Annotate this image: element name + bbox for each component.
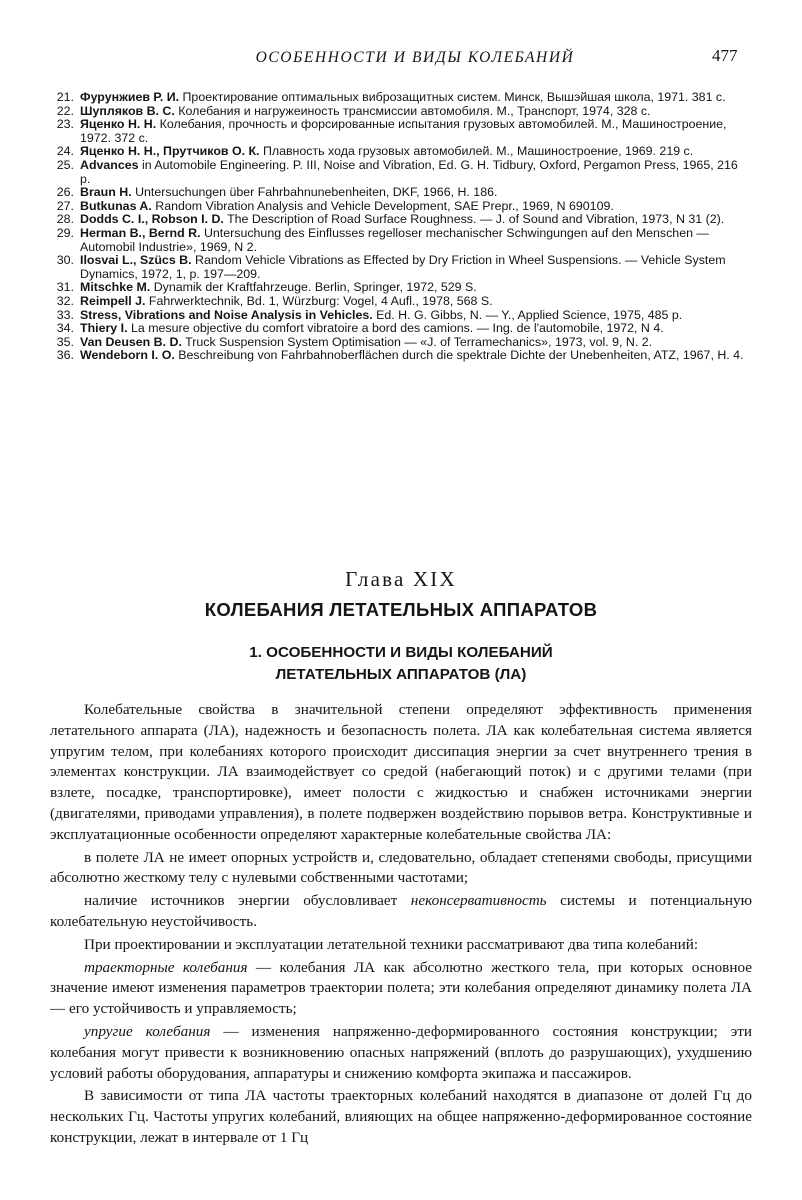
reference-number: 23. [56, 117, 74, 132]
reference-number: 28. [56, 212, 74, 227]
reference-authors: Thiery I. [80, 321, 128, 336]
reference-authors: Butkunas A. [80, 198, 152, 213]
paragraph: Колебательные свойства в значительной степени определяют эффективность применения летательного аппарата (ЛА), надежность и безопасность полета. ЛА как колебательная система является упругим телом, при колебаниях которого происходит диссипация энергии за счет внутреннего трения в элементах конструкции. ЛА взаимодействует со средой (набегающий поток) и с другими телами (при взлете, посадке, транспортировке), имеет полости с жидкостью и снабжен источниками энергии (двигателями, приводами управления), в полете подвержен воздействию порывов ветра. Конструктивные и эксплуатационные особенности определяют характерные колебательные свойства ЛА: [50, 701, 752, 843]
reference-item [50, 91, 750, 105]
reference-number: 33. [56, 307, 74, 322]
chapter-label: Глава XIX [345, 567, 457, 591]
body-text [50, 700, 752, 1149]
reference-text: La mesure objective du comfort vibratoire a bord des camions. — Ing. de l'automobile, 1972, N 4. [130, 321, 664, 336]
reference-authors: Шупляков В. С. [80, 103, 175, 118]
reference-text: Dynamik der Kraftfahrzeuge. Berlin, Springer, 1972, 529 S. [153, 280, 477, 295]
paragraph: При проектировании и эксплуатации летательной техники рассматривают два типа колебаний: [84, 935, 699, 953]
page-number: 477 [712, 46, 738, 65]
italic-term: неконсервативность [410, 892, 547, 910]
paragraph [50, 958, 752, 1020]
reference-authors: Braun H. [80, 185, 132, 200]
reference-authors: Ilosvai L., Szücs B. [80, 253, 192, 268]
reference-item [50, 295, 750, 309]
reference-text: The Description of Road Surface Roughness. — J. of Sound and Vibration, 1973, N 31 (2). [227, 212, 725, 227]
reference-item [50, 254, 750, 281]
reference-number: 30. [56, 253, 74, 268]
reference-authors: Advances [80, 157, 139, 172]
reference-item [50, 336, 750, 350]
reference-item [50, 105, 750, 119]
paragraph [50, 1022, 752, 1084]
reference-number: 26. [56, 185, 74, 200]
reference-item [50, 322, 750, 336]
reference-text: Проектирование оптимальных виброзащитных систем. Минск, Вышэйшая школа, 1971. 381 с. [182, 90, 726, 104]
text-run: наличие источников энергии обусловливает [84, 892, 411, 910]
reference-number: 24. [56, 144, 74, 159]
reference-item [50, 145, 750, 159]
reference-text: Колебания, прочность и форсированные испытания грузовых автомобилей. М., Машиностроение, 1972. 372 с. [80, 117, 727, 145]
reference-number: 21. [56, 90, 74, 104]
reference-item [50, 118, 750, 145]
section-title [0, 642, 802, 686]
reference-item [50, 227, 750, 254]
reference-number: 36. [56, 348, 74, 363]
paragraph: В зависимости от типа ЛА частоты траекторных колебаний находятся в диапазоне от долей Гц до нескольких Гц. Частоты упругих колебаний, влияющих на общее напряженно-деформированное состояние конструкции, лежат в интервале от 1 Гц [50, 1087, 752, 1146]
paragraph: в полете ЛА не имеет опорных устройств и, следовательно, обладает степенями свободы, присущими абсолютно жесткому телу с нулевыми собственными частотами; [50, 848, 752, 887]
reference-text: Random Vehicle Vibrations as Effected by Dry Friction in Wheel Suspensions. — Vehicle System Dynamics, 1972, 1, p. 197—209. [80, 253, 726, 281]
reference-item [50, 213, 750, 227]
section-title-line: 1. ОСОБЕННОСТИ И ВИДЫ КОЛЕБАНИЙ [249, 644, 553, 661]
reference-authors: Фурунжиев Р. И. [80, 90, 180, 104]
reference-number: 31. [56, 280, 74, 295]
reference-item [50, 309, 750, 323]
reference-text: Random Vibration Analysis and Vehicle Development, SAE Prepr., 1969, N 690109. [155, 198, 614, 213]
reference-text: Truck Suspension System Optimisation — «J. of Terramechanics», 1973, vol. 9, N. 2. [185, 334, 653, 349]
reference-authors: Herman B., Bernd R. [80, 225, 201, 240]
text-run: — изменения напряженно-деформированного состояния конструкции; эти колебания могут привести к возникновению опасных напряжений (вплоть до разрушающих), ухудшению условий работы оборудования, аппаратуры и снижению комфорта экипажа и пассажиров. [50, 1022, 753, 1082]
italic-term: упругие колебания [84, 1022, 211, 1040]
reference-text: Колебания и нагружеиность трансмиссии автомобиля. М., Транспорт, 1974, 328 с. [178, 103, 651, 118]
reference-number: 27. [56, 198, 74, 213]
italic-term: траекторные колебания [84, 958, 248, 976]
paragraph [50, 891, 752, 933]
reference-text: Beschreibung von Fahrbahnoberflächen durch die spektrale Dichte der Unebenheiten, ATZ, 1967, H. 4. [178, 348, 744, 363]
chapter-title: КОЛЕБАНИЯ ЛЕТАТЕЛЬНЫХ АППАРАТОВ [204, 599, 598, 620]
reference-number: 32. [56, 293, 74, 308]
reference-number: 34. [56, 321, 74, 336]
reference-text: Плавность хода грузовых автомобилей. М., Машиностроение, 1969. 219 с. [262, 144, 694, 159]
reference-text: Fahrwerktechnik, Bd. 1, Würzburg: Vogel, 4 Aufl., 1978, 568 S. [148, 293, 493, 308]
reference-item [50, 349, 750, 363]
reference-number: 35. [56, 334, 74, 349]
text-run: системы и потенциальную колебательную неустойчивость. [50, 892, 752, 930]
reference-authors: Reimpell J. [80, 293, 146, 308]
reference-number: 22. [56, 103, 74, 118]
reference-text: in Automobile Engineering. P. III, Noise and Vibration, Ed. G. H. Tidbury, Oxford, Pergamon Press, 1965, 216 p. [80, 157, 738, 186]
reference-authors: Dodds C. I., Robson I. D. [80, 212, 224, 227]
reference-item [50, 200, 750, 214]
reference-authors: Stress, Vibrations and Noise Analysis in Vehicles. [80, 307, 373, 322]
reference-authors: Яценко Н. Н., Прутчиков О. К. [80, 144, 260, 159]
reference-authors: Яценко Н. Н. [80, 117, 157, 132]
reference-text: Untersuchung des Einflusses regelloser mechanischer Schwingungen auf den Menschen — Automobil Industrie», 1969, N 2. [80, 225, 709, 254]
reference-item [50, 281, 750, 295]
reference-text: Untersuchungen über Fahrbahnunebenheiten, DKF, 1966, H. 186. [135, 185, 498, 200]
reference-authors: Wendeborn I. O. [80, 348, 175, 363]
reference-item [50, 159, 750, 186]
reference-text: Ed. H. G. Gibbs, N. — Y., Applied Science, 1975, 485 p. [376, 307, 683, 322]
reference-authors: Mitschke M. [80, 280, 151, 295]
reference-authors: Van Deusen B. D. [80, 334, 182, 349]
text-run: — колебания ЛА как абсолютно жесткого тела, при которых основное значение имеют изменения параметров траектории полета; эти колебания определяют динамику полета ЛА — его устойчивость и управляемость; [50, 958, 752, 1018]
reference-list [50, 91, 750, 363]
running-head: ОСОБЕННОСТИ И ВИДЫ КОЛЕБАНИЙ [255, 49, 575, 66]
reference-number: 25. [56, 157, 74, 172]
reference-item [50, 186, 750, 200]
section-title-line: ЛЕТАТЕЛЬНЫХ АППАРАТОВ (ЛА) [275, 666, 527, 683]
reference-number: 29. [56, 225, 74, 240]
